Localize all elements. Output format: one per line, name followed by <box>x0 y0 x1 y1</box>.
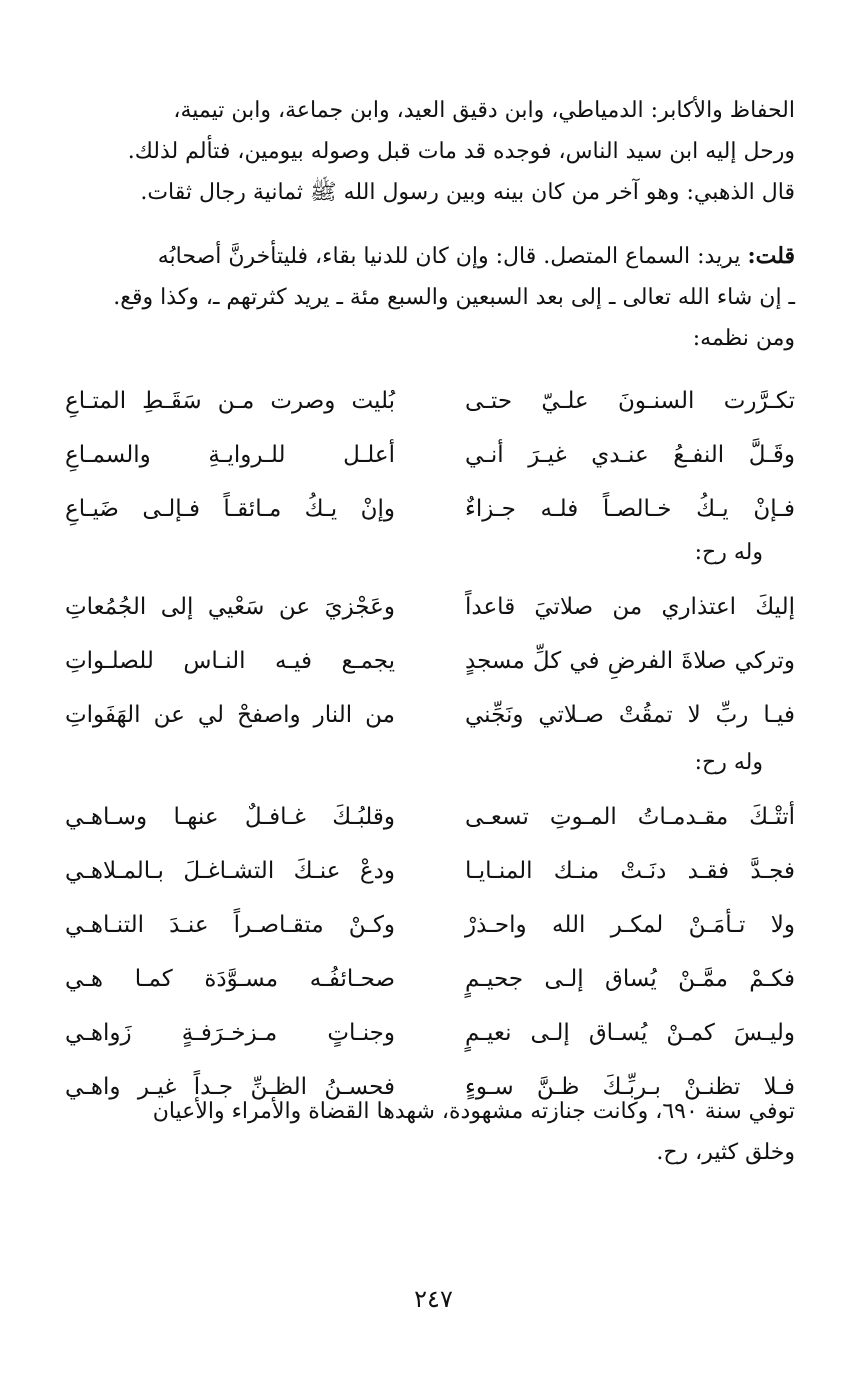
verse <box>65 374 795 428</box>
page-number: ٢٤٧ <box>414 1285 453 1313</box>
text-line: ـ إن شاء الله تعالى ـ إلى بعد السبعين والسبع مئة ـ يريد كثرتهم ـ، وكذا وقع. <box>113 285 795 310</box>
verse <box>65 898 795 952</box>
verse-first-hemistich: فكـمْ ممَّـنْ يُساق إلـى جحيـمٍ <box>465 966 795 992</box>
poem-2 <box>65 580 795 742</box>
verse-first-hemistich: فجـدَّ فقـد دنَـتْ منـك المنـايـا <box>465 858 795 884</box>
text-line: ومن نظمه: <box>692 326 795 351</box>
verse-first-hemistich: أتتْـكَ مقـدمـاتُ المـوتِ تسعـى <box>465 804 795 830</box>
verse-first-hemistich: فـإنْ يـكُ خـالصـاً فلـه جـزاءٌ <box>465 496 795 522</box>
text-line-rest: يريد: السماع المتصل. قال: وإن كان للدنيا بقاء، فليتأخرنَّ أصحابُه <box>157 244 748 269</box>
verse <box>65 952 795 1006</box>
text-line: قال الذهبي: وهو آخر من كان بينه وبين رسول الله ﷺ ثمانية رجال ثقات. <box>140 180 795 205</box>
verse-second-hemistich: ودعْ عنـكَ التشـاغـلَ بـالمـلاهـي <box>65 858 395 884</box>
poem-1 <box>65 374 795 536</box>
lead-word: قلت: <box>747 243 795 269</box>
verse-second-hemistich: وإنْ يـكُ مـائقـاً فـإلـى ضَيـاعِ <box>65 496 395 522</box>
verse-second-hemistich: وقلبُـكَ غـافـلٌ عنهـا وسـاهـي <box>65 804 395 830</box>
poem-heading: وله رح: <box>694 750 763 775</box>
text-line: الحفاظ والأكابر: الدمياطي، وابن دقيق العيد، وابن جماعة، وابن تيمية، <box>173 98 795 123</box>
text-line: توفي سنة ٦٩٠، وكانت جنازته مشهودة، شهدها القضاة والأمراء والأعيان <box>152 1099 795 1124</box>
verse <box>65 634 795 688</box>
verse <box>65 428 795 482</box>
verse <box>65 688 795 742</box>
text-line: ورحل إليه ابن سيد الناس، فوجده قد مات قبل وصوله بيومين، فتألم لذلك. <box>127 139 795 164</box>
verse <box>65 844 795 898</box>
verse-second-hemistich: أعلـل للـروايـةِ والسمـاعِ <box>65 442 395 468</box>
verse-first-hemistich: تكـرَّرت السنـونَ علـيّ حتـى <box>465 388 795 414</box>
text-line <box>65 236 795 277</box>
verse-second-hemistich: فحسـنُ الظـنِّ جـداً غيـر واهـي <box>65 1074 395 1100</box>
verse-second-hemistich: يجمـع فيـه النـاس للصلـواتِ <box>65 648 395 674</box>
verse-first-hemistich: وليـسَ كمـنْ يُسـاق إلـى نعيـمٍ <box>465 1020 795 1046</box>
verse-first-hemistich: إليكَ اعتذاري من صلاتيَ قاعداً <box>465 594 795 620</box>
verse <box>65 580 795 634</box>
paragraph-scholars <box>65 90 795 213</box>
verse-second-hemistich: بُليت وصرت مـن سَقَـطِ المتـاعِ <box>65 388 395 414</box>
text-line: وخلق كثير، رح. <box>656 1140 795 1165</box>
verse-second-hemistich: وجنـاتٍ مـزخـرَفـةٍ زَواهـي <box>65 1020 395 1046</box>
verse-first-hemistich: فـلا تظنـنْ بـربِّـكَ ظـنَّ سـوءٍ <box>465 1074 795 1100</box>
poem-3 <box>65 790 795 1114</box>
verse <box>65 1006 795 1060</box>
verse <box>65 482 795 536</box>
verse-second-hemistich: وعَجْزيَ عن سَعْيي إلى الجُمُعاتِ <box>65 594 395 620</box>
verse-first-hemistich: ولا تـأمَـنْ لمكـر الله واحـذرْ <box>465 912 795 938</box>
verse <box>65 790 795 844</box>
verse-first-hemistich: وقَـلَّ النفـعُ عنـدي غيـرَ أنـي <box>465 442 795 468</box>
verse-first-hemistich: فيـا ربِّ لا تمقُتْ صـلاتي ونَجِّني <box>465 702 795 728</box>
verse-first-hemistich: وتركي صلاةَ الفرضِ في كلِّ مسجدٍ <box>465 648 795 674</box>
verse-second-hemistich: صحـائفُـه مسـوَّدَة كمـا هـي <box>65 966 395 992</box>
paragraph-commentary <box>65 236 795 359</box>
verse-second-hemistich: من النار واصفحْ لي عن الهَفَواتِ <box>65 702 395 728</box>
paragraph-death-notice <box>65 1091 795 1173</box>
poem-heading: وله رح: <box>694 540 763 565</box>
verse-second-hemistich: وكـنْ متقـاصـراً عنـدَ التنـاهـي <box>65 912 395 938</box>
